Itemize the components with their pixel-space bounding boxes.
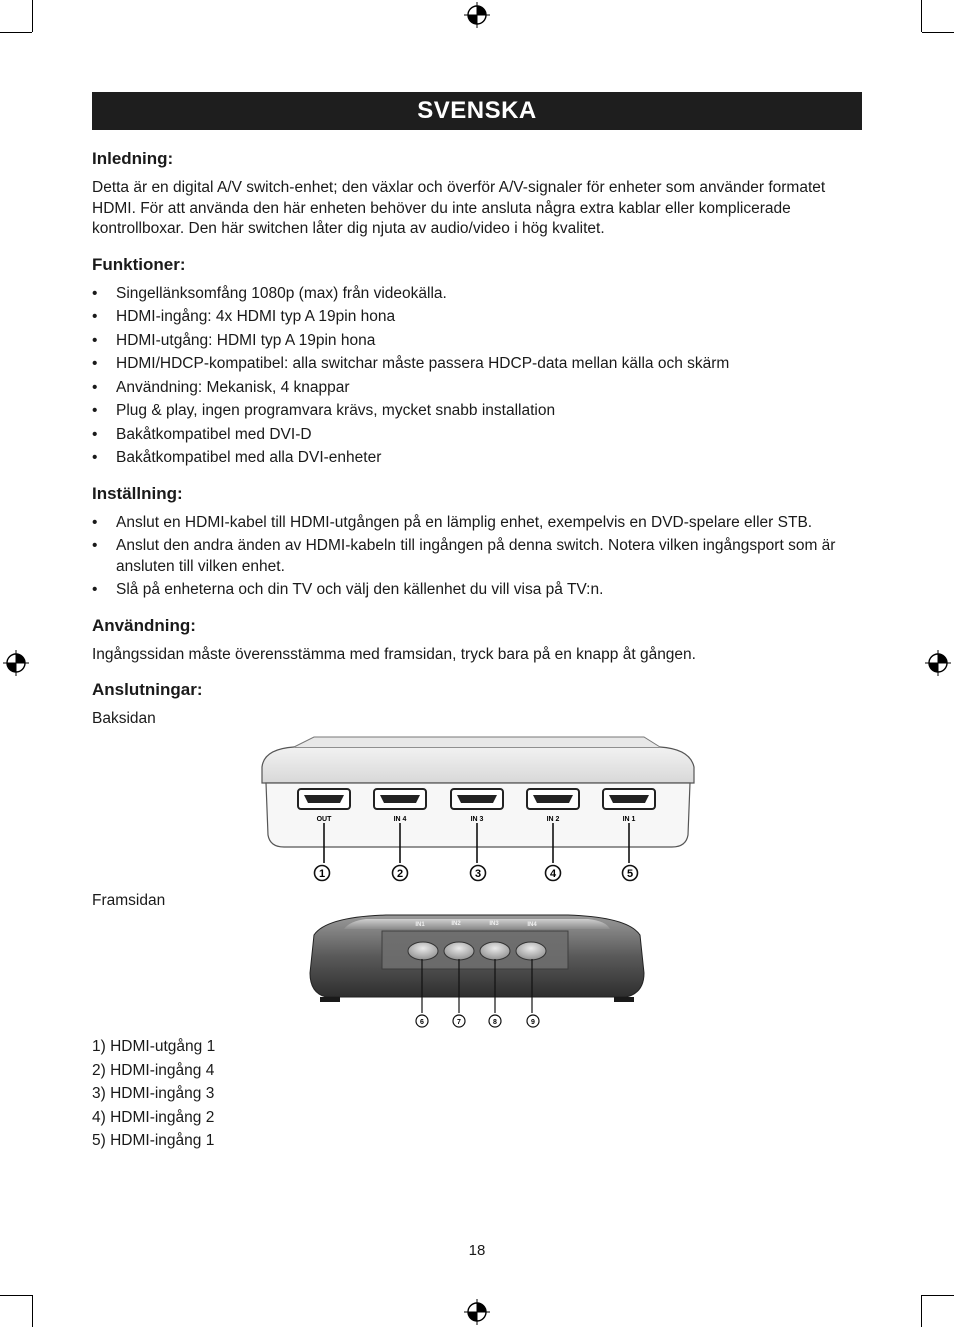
- input-button: [480, 942, 510, 960]
- bullet: •: [92, 537, 98, 554]
- back-label: Baksidan: [92, 710, 156, 727]
- back-panel-figure: [254, 735, 700, 887]
- connections-heading: Anslutningar:: [92, 680, 203, 699]
- hdmi-port-icon: [603, 789, 655, 809]
- list-item-text: Anslut en HDMI-kabel till HDMI-utgången på en lämplig enhet, exempelvis en DVD-spelare eller STB.: [116, 513, 813, 531]
- usage-text: Ingångssidan måste överensstämma med framsidan, tryck bara på en knapp åt gången.: [92, 645, 696, 663]
- list-item-text: HDMI-utgång: HDMI typ A 19pin hona: [116, 331, 376, 349]
- page-content: [92, 148, 862, 1155]
- features-heading: Funktioner:: [92, 254, 186, 274]
- list-item: 1) HDMI-utgång 1: [92, 1038, 216, 1055]
- port-label: OUT: [316, 816, 332, 823]
- language-banner: SVENSKA: [92, 92, 862, 130]
- bullet: •: [92, 355, 98, 372]
- list-item-text: HDMI/HDCP-kompatibel: alla switchar måste passera HDCP-data mellan källa och skärm: [116, 355, 730, 372]
- input-button: [444, 942, 474, 960]
- port-label: IN 3: [470, 816, 484, 823]
- port-label: IN 2: [546, 816, 560, 823]
- list-item: [92, 536, 862, 577]
- button-label: IN2: [451, 921, 461, 927]
- crop-mark: [32, 1295, 33, 1327]
- list-item-text: Slå på enheterna och din TV och välj den källenhet du vill visa på TV:n.: [116, 581, 604, 598]
- registration-mark-icon: [464, 2, 490, 28]
- connections-list: [92, 1037, 862, 1152]
- features-list: [92, 284, 862, 469]
- list-item: [92, 448, 862, 469]
- callout-number: 2: [396, 868, 404, 880]
- crop-mark: [32, 0, 33, 32]
- bullet: •: [92, 425, 98, 443]
- crop-mark: [0, 32, 32, 33]
- callout-number: 3: [474, 868, 482, 880]
- list-item: [92, 425, 862, 446]
- crop-mark: [921, 0, 922, 32]
- bullet: •: [92, 581, 98, 598]
- registration-mark-icon: [464, 1299, 490, 1325]
- front-panel-figure: [306, 913, 648, 1031]
- bullet: •: [92, 449, 98, 466]
- callout-number: 9: [531, 1019, 535, 1026]
- button-label: IN3: [489, 921, 499, 927]
- usage-heading: Användning:: [92, 615, 196, 635]
- bullet: •: [92, 331, 98, 349]
- list-item-text: Anslut den andra änden av HDMI-kabeln till ingången på denna switch. Notera vilken ingångsport som är ansluten till vilken enhet.: [116, 537, 836, 575]
- callout-number: 1: [318, 868, 326, 880]
- callout-number: 4: [549, 868, 557, 880]
- crop-mark: [921, 1295, 922, 1327]
- list-item: 2) HDMI-ingång 4: [92, 1061, 215, 1079]
- bullet: •: [92, 513, 98, 531]
- list-item: [92, 513, 862, 534]
- bullet: •: [92, 284, 98, 302]
- registration-mark-icon: [3, 650, 29, 676]
- crop-mark: [922, 32, 954, 33]
- setup-list: [92, 513, 862, 601]
- page-number: 18: [468, 1242, 486, 1259]
- list-item: [92, 580, 862, 601]
- button-label: IN4: [527, 922, 537, 928]
- hdmi-port-icon: [451, 789, 503, 809]
- port-label: IN 1: [622, 816, 636, 823]
- bullet: •: [92, 378, 98, 396]
- list-item: [92, 331, 862, 352]
- input-button: [408, 942, 438, 960]
- callout-number: 8: [493, 1019, 497, 1026]
- list-item-text: HDMI-ingång: 4x HDMI typ A 19pin hona: [116, 308, 396, 325]
- callout-number: 5: [626, 868, 634, 880]
- list-item: [92, 378, 862, 399]
- list-item: [92, 401, 862, 422]
- intro-heading: Inledning:: [92, 149, 174, 168]
- list-item-text: Singellänksomfång 1080p (max) från videokälla.: [116, 284, 447, 302]
- crop-mark: [0, 1295, 32, 1296]
- registration-mark-icon: [925, 650, 951, 676]
- list-item: 3) HDMI-ingång 3: [92, 1085, 215, 1102]
- list-item-text: Bakåtkompatibel med alla DVI-enheter: [116, 449, 382, 466]
- port-label: IN 4: [393, 816, 407, 823]
- list-item: [92, 354, 862, 375]
- bullet: •: [92, 402, 98, 419]
- front-label: Framsidan: [92, 892, 166, 909]
- list-item: [92, 307, 862, 328]
- input-button: [516, 942, 546, 960]
- list-item: [92, 284, 862, 305]
- hdmi-port-icon: [298, 789, 350, 809]
- hdmi-port-icon: [374, 789, 426, 809]
- list-item-text: Plug & play, ingen programvara krävs, mycket snabb installation: [116, 402, 556, 419]
- callout-number: 6: [420, 1019, 424, 1026]
- list-item: 5) HDMI-ingång 1: [92, 1132, 215, 1149]
- setup-heading: Inställning:: [92, 483, 183, 503]
- list-item-text: Användning: Mekanisk, 4 knappar: [116, 378, 350, 396]
- bullet: •: [92, 308, 98, 325]
- list-item: 4) HDMI-ingång 2: [92, 1108, 215, 1126]
- hdmi-port-icon: [527, 789, 579, 809]
- button-label: IN1: [415, 922, 425, 928]
- list-item-text: Bakåtkompatibel med DVI-D: [116, 425, 312, 443]
- crop-mark: [922, 1295, 954, 1296]
- intro-text: Detta är en digital A/V switch-enhet; den växlar och överför A/V-signaler för enheter som använder formatet HDMI. För att använda den här enheten behöver du inte ansluta några extra kablar eller komplicerade kontrollboxar. Den här switchen låter dig njuta av audio/video i hög kvalitet.: [92, 179, 826, 237]
- callout-number: 7: [457, 1019, 461, 1026]
